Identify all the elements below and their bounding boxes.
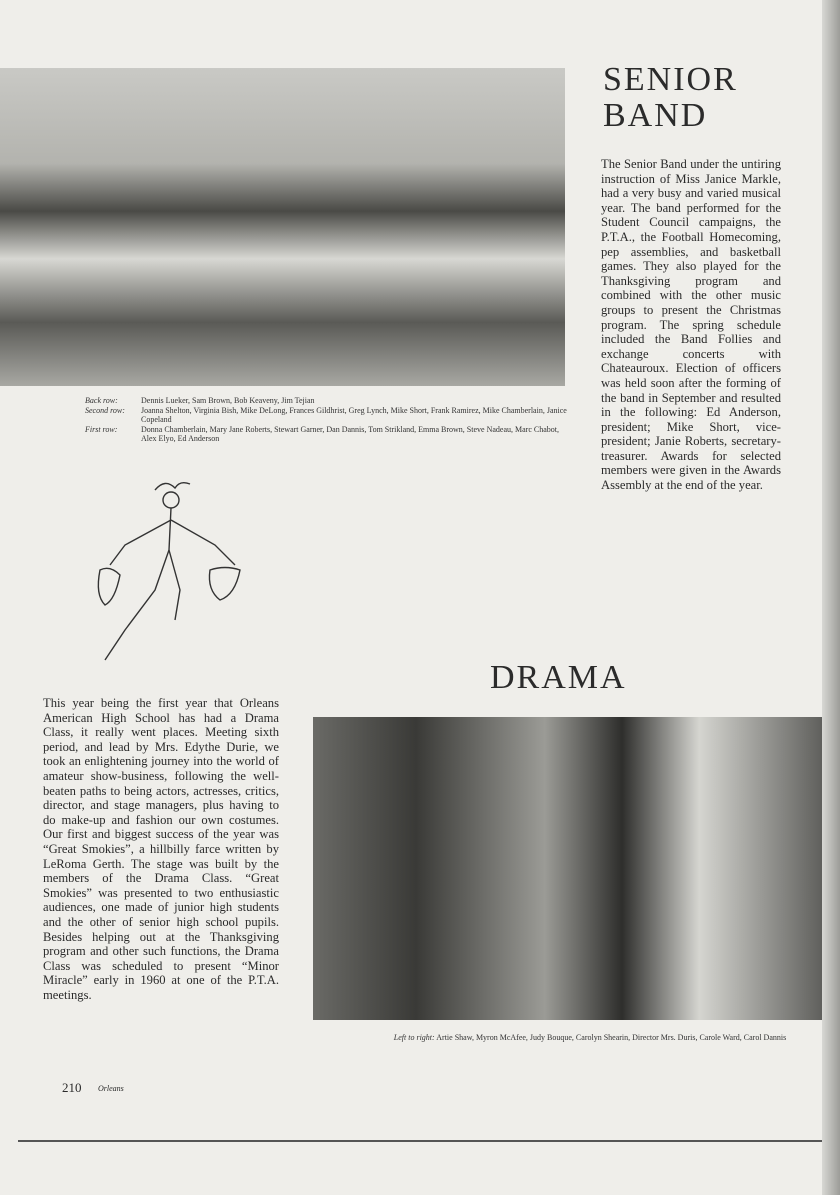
drama-caption [370, 1033, 810, 1042]
title-line: SENIOR [603, 61, 738, 98]
caption-names: Dennis Lueker, Sam Brown, Bob Keaveny, Jim Tejian [141, 396, 315, 405]
senior-band-text: The Senior Band under the untiring instruction of Miss Janice Markle, had a very busy and varied musical year. The band performed for the Student Council campaigns, the P.T.A., the Football Homecoming, pep assemblies, and basketball games. They also played for the Thanksgiving program and combined with the other music groups to present the Christmas program. The spring schedule included the Band Follies and exchange concerts with Chateauroux. Election of officers was held soon after the forming of the band in September and resulted in the following: Ed Anderson, president; Mike Short, vice-president; Janie Roberts, secretary-treasurer. Awards for selected members were given in the Awards Assembly at the end of the year. [601, 157, 781, 493]
page-edge-line [18, 1140, 823, 1142]
binding-shadow [822, 0, 840, 1195]
caption-label: Left to right: [393, 1033, 435, 1042]
caption-names: Donna Chamberlain, Mary Jane Roberts, Stewart Garner, Dan Dannis, Tom Strikland, Emma Brown, Steve Nadeau, Marc Chabot, Alex Elyo, Ed Anderson [141, 425, 559, 443]
drama-title: DRAMA [490, 659, 627, 696]
caption-label: Second row: [85, 406, 125, 415]
drama-text: This year being the first year that Orleans American High School has had a Drama Class, it really went places. Meeting sixth period, and lead by Mrs. Edythe Durie, we took an enlightening journey into the world of amateur show-business, following the well-beaten paths to being actors, actresses, critics, director, and stage managers, plus having to do make-up and fashion our own costumes. Our first and biggest success of the year was “Great Smokies”, a hillbilly farce written by LeRoma Gerth. The stage was built by the members of the Drama Class. “Great Smokies” was presented to two enthusiastic audiences, one made of junior high students and the other of senior high school pupils. Besides helping out at the Thanksgiving program and other such functions, the Drama Class was scheduled to present “Minor Miracle” early in 1960 at one of the P.T.A. meetings. [43, 696, 279, 1002]
drama-photo [313, 717, 828, 1020]
jester-drawing [85, 470, 255, 670]
caption-label: Back row: [85, 396, 118, 405]
caption-label: First row: [85, 425, 118, 434]
senior-band-caption [85, 396, 570, 444]
senior-band-photo [0, 68, 565, 386]
senior-band-title [603, 62, 738, 134]
caption-names: Joanna Shelton, Virginia Bish, Mike DeLong, Frances Gildhrist, Greg Lynch, Mike Short, Frank Ramirez, Mike Chamberlain, Janice Copeland [141, 406, 567, 424]
page-number: 210 [62, 1080, 82, 1095]
title-line: BAND [603, 97, 708, 134]
publication-name: Orleans [98, 1084, 124, 1093]
caption-names: Artie Shaw, Myron McAfee, Judy Bouque, Carolyn Shearin, Director Mrs. Duris, Carole Ward, Carol Dannis [436, 1033, 787, 1042]
